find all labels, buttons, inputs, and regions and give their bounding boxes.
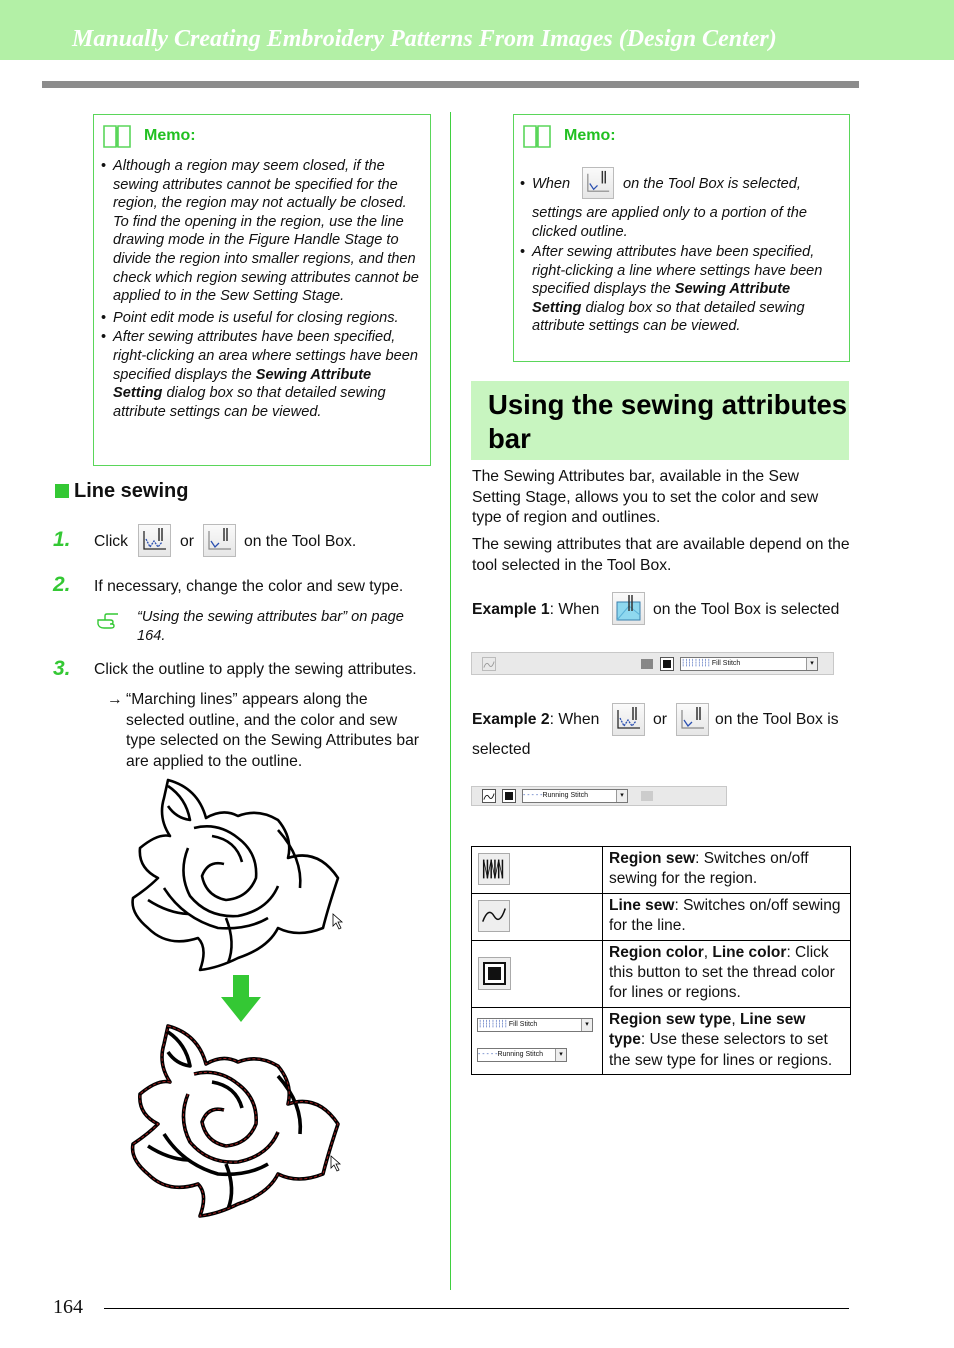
memo-text: settings are applied only to a portion of the clicked outline. <box>532 205 808 240</box>
header-rule <box>42 81 859 88</box>
step-number: 3. <box>53 657 71 680</box>
chapter-title: Manually Creating Embroidery Patterns From Images (Design Center) <box>72 26 777 52</box>
partial-line-sew-tool-button[interactable] <box>203 524 236 557</box>
region-color-button[interactable] <box>660 657 674 671</box>
memo-book-icon <box>102 123 132 149</box>
memo-box-right <box>513 114 850 362</box>
table-icon-cell <box>472 1007 603 1074</box>
table-text-cell: Line sew: Switches on/off sewing for the line. <box>603 893 851 940</box>
table-row <box>472 940 851 1007</box>
or-text: or <box>180 533 194 550</box>
example-text: on the Tool Box is <box>715 711 839 728</box>
line-sew-toggle[interactable] <box>482 789 496 803</box>
region-sew-icon <box>478 853 510 885</box>
step-number: 1. <box>53 528 71 551</box>
section-paragraph: The Sewing Attributes bar, available in the Sew Setting Stage, allows you to set the color and sew type of region and outlines. <box>472 468 819 527</box>
table-row <box>472 847 851 894</box>
result-arrow: → <box>107 691 123 708</box>
region-sew-icon <box>640 789 654 803</box>
region-sew-tool-button[interactable] <box>612 592 645 625</box>
step-text: Click <box>94 533 128 550</box>
step-text: on the Tool Box. <box>244 533 357 550</box>
line-sew-tool-icon <box>613 704 644 735</box>
region-sew-tool-icon <box>613 593 644 624</box>
table-icon-cell <box>472 893 603 940</box>
partial-line-sew-tool-button[interactable] <box>582 167 614 199</box>
line-sew-type-select-sample: - - - - -Running Stitch ▾ <box>477 1048 567 1062</box>
reference-hand-icon <box>96 612 122 632</box>
page-number: 164 <box>53 1296 83 1318</box>
cross-reference[interactable]: “Using the sewing attributes bar” on page 164. <box>137 609 404 644</box>
partial-line-sew-tool-icon <box>583 168 613 198</box>
step-text: Click the outline to apply the sewing attributes. <box>94 661 417 678</box>
result-text: “Marching lines” appears along the selected outline, and the color and sew type selected on the Sewing Attributes bar are applied to the outline. <box>126 691 420 770</box>
table-icon-cell <box>472 940 603 1007</box>
column-divider <box>450 112 451 1290</box>
section-title: Using the sewing attributes bar <box>488 389 848 454</box>
table-text-cell: Region color, Line color: Click this button to set the thread color for lines or regions. <box>603 940 851 1007</box>
line-sew-tool-button[interactable] <box>138 524 171 557</box>
line-color-button[interactable] <box>502 789 516 803</box>
memo-label: Memo: <box>144 127 196 144</box>
region-sew-type-select-sample: ┆┆┆┆┆┆┆┆┆ Fill Stitch ▾ <box>477 1018 593 1032</box>
partial-line-sew-tool-icon <box>204 525 235 556</box>
memo-bullet: • After sewing attributes have been specified, right-clicking an area where settings have been specified displays the Sewing Attribute Setting dialog box so that detailed sewing attribute settings can be viewed. <box>101 328 423 421</box>
region-sew-toggle[interactable] <box>640 657 654 671</box>
line-sew-tool-icon <box>139 525 170 556</box>
table-text-cell: Region sew type, Line sew type: Use these selectors to set the sew type for lines or regions. <box>603 1007 851 1074</box>
line-sew-type-select[interactable]: - - - - -Running Stitch ▾ <box>522 789 628 803</box>
example-2-label: Example 2: When <box>472 711 600 728</box>
region-sew-icon <box>640 657 654 671</box>
memo-book-icon <box>522 123 552 149</box>
color-icon <box>478 957 511 990</box>
memo-label: Memo: <box>564 127 616 144</box>
memo-bullet: • After sewing attributes have been specified, right-clicking a line where settings have been specified displays the Sewing Attribute Setting dialog box so that detailed sewing attribute settings can be viewed. <box>520 243 842 336</box>
example-text: on the Tool Box is selected <box>653 601 840 618</box>
step-text: If necessary, change the color and sew type. <box>94 578 404 595</box>
memo-box-left <box>93 114 431 466</box>
example-text: selected <box>472 741 531 758</box>
line-sew-icon <box>483 659 495 671</box>
table-row <box>472 893 851 940</box>
footer-rule <box>104 1308 849 1309</box>
rose-outline-before-image <box>128 778 356 974</box>
line-sew-icon <box>483 791 495 803</box>
rose-outline-after-image <box>128 1024 356 1220</box>
sewing-attributes-bar-line <box>471 786 727 806</box>
line-sew-toggle-disabled <box>482 657 496 671</box>
example-1-label: Example 1: When <box>472 601 600 618</box>
sewing-attributes-bar-region <box>471 652 834 675</box>
partial-line-sew-tool-button[interactable] <box>676 703 709 736</box>
attributes-table <box>471 846 851 1075</box>
or-text: or <box>653 711 667 728</box>
subsection-title: Line sewing <box>74 480 189 502</box>
table-icon-cell <box>472 847 603 894</box>
region-sew-toggle-disabled <box>640 789 654 803</box>
down-arrow-icon <box>220 975 262 1023</box>
table-text-cell: Region sew: Switches on/off sewing for the region. <box>603 847 851 894</box>
memo-bullet: • Point edit mode is useful for closing regions. <box>101 309 423 328</box>
memo-text: on the Tool Box is selected, <box>623 176 801 192</box>
partial-line-sew-tool-icon <box>677 704 708 735</box>
memo-bullet: • When <box>520 175 842 194</box>
section-marker-square <box>55 484 69 498</box>
line-sew-icon <box>478 900 510 932</box>
memo-bullet: • Although a region may seem closed, if the sewing attributes cannot be specified for the region, the region may not actually be closed. To find the opening in the region, use the line drawing mode in the Figure Handle Stage to divide the region into smaller regions, and then check which region sewing attributes cannot be applied to in the Sew Setting Stage. <box>101 157 423 306</box>
step-number: 2. <box>53 573 71 596</box>
section-paragraph: The sewing attributes that are available depend on the tool selected in the Tool Box. <box>472 536 850 574</box>
line-sew-tool-button[interactable] <box>612 703 645 736</box>
region-sew-type-select[interactable]: ┆┆┆┆┆┆┆┆┆ Fill Stitch ▾ <box>680 657 818 671</box>
table-row <box>472 1007 851 1074</box>
